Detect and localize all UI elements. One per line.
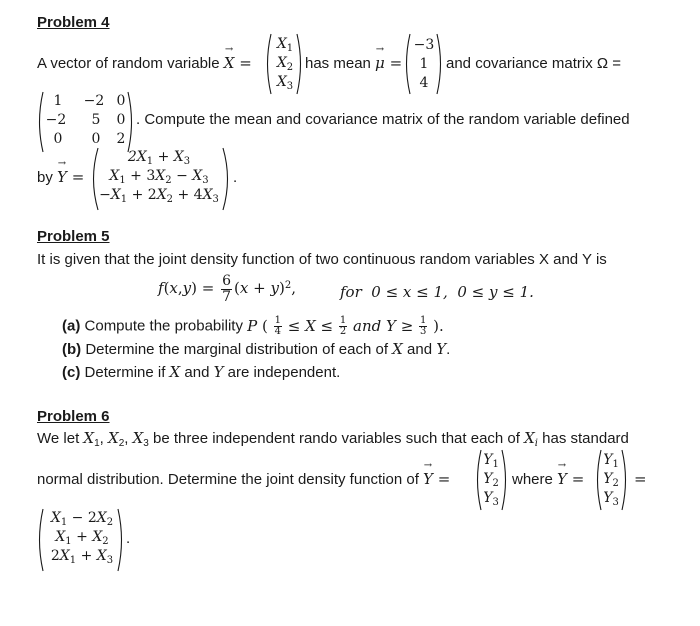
problem-6-line-2: normal distribution. Determine the joint density function of → Y = [37, 471, 450, 488]
cov-cell-2-3: 0 [116, 112, 126, 128]
cov-cell-1-2: −2 [83, 93, 105, 109]
mean-entry-1: −3 [413, 37, 435, 53]
y-definition-right-paren [222, 147, 232, 211]
part-a-label: (a) [62, 317, 81, 335]
problem-4-heading: Problem 4 [37, 14, 110, 31]
y-vector-2-entry-3: $Y_3$ [603, 490, 619, 508]
y-definition-row-3: $-X_1 + 2X_2 + 4X_3$ [99, 187, 219, 205]
y-vector-2-entry-2: $Y_2$ [603, 471, 619, 489]
part-b-label: (b) [62, 341, 82, 358]
cov-cell-2-2: 5 [91, 112, 101, 128]
y-transform-period: . [126, 530, 131, 547]
equals-sign: = [634, 470, 647, 488]
y-vector-1-entry-2: $Y_2$ [483, 471, 499, 489]
part-c-label: (c) [62, 364, 81, 381]
part-a: (a) Compute the probability P ( $\frac{1}{4}$ ≤ X ≤ $\frac{1}{2}$ and Y ≥ $\frac{1}{3}$ ). [62, 315, 444, 337]
compute-instruction: . Compute the mean and covariance matrix of the random variable defined [136, 111, 630, 128]
mean-vector-right-paren [436, 33, 444, 95]
cov-cell-3-3: 2 [116, 131, 126, 147]
y-definition-row-2: $X_1 + 3X_2 - X_3$ [109, 168, 209, 186]
x-vector-entry-1: $X_1$ [276, 36, 294, 54]
x-vector-entry-2: $X_2$ [276, 55, 294, 73]
has-mean-label: has mean → μ = [305, 55, 402, 72]
y-transform-row-1: $X_1 - 2X_2$ [50, 510, 114, 528]
part-c: (c) Determine if X and Y are independent. [62, 363, 341, 381]
cov-cell-1-1: 1 [53, 93, 63, 109]
density-formula: f(x,y) = $\frac{6}{7}$ $(x + y)^2$, [158, 273, 296, 305]
where-label: where → Y = [512, 471, 584, 488]
problem-4-intro-text: A vector of random variable [37, 55, 220, 72]
by-label: by → Y = [37, 169, 84, 186]
problem-6-heading: Problem 6 [37, 408, 110, 425]
cov-cell-2-1: −2 [45, 112, 67, 128]
y-definition-row-1: $2X_1 + X_3$ [127, 149, 191, 167]
y-transform-row-2: $X_1 + X_2$ [55, 529, 109, 547]
x-vector-right-paren [296, 33, 304, 95]
cov-cell-3-1: 0 [53, 131, 63, 147]
mean-entry-2: 1 [419, 56, 429, 72]
y-definition-period: . [233, 169, 238, 186]
problem-4-intro: A vector of random variable → X = [37, 55, 252, 72]
y-transform-row-3: $2X_1 + X_3$ [50, 548, 114, 566]
y-vector-right-paren-1 [501, 449, 509, 511]
mean-entry-3: 4 [419, 75, 429, 91]
y-vector-right-paren-2 [621, 449, 629, 511]
cov-cell-1-3: 0 [116, 93, 126, 109]
y-vector-2-entry-1: $Y_1$ [603, 452, 619, 470]
y-vector-1-entry-1: $Y_1$ [483, 452, 499, 470]
problem-6-line-1: We let $X_1$, $X_2$, $X_3$ be three independent rando variables such that each of $X_i$ has standard [37, 429, 629, 449]
x-vector-entry-3: $X_3$ [276, 74, 294, 92]
problem-5-intro: It is given that the joint density function of two continuous random variables X and Y is [37, 251, 607, 268]
y-transform-right-paren [117, 508, 125, 572]
cov-cell-3-2: 0 [91, 131, 101, 147]
density-condition: for 0 ≤ x ≤ 1, 0 ≤ y ≤ 1. [340, 283, 534, 301]
y-vector-1-entry-3: $Y_3$ [483, 490, 499, 508]
covariance-label: and covariance matrix Ω = [446, 55, 622, 72]
problem-5-heading: Problem 5 [37, 228, 110, 245]
part-b: (b) Determine the marginal distribution of each of X and Y. [62, 340, 451, 358]
cov-matrix-right-paren [127, 91, 135, 153]
